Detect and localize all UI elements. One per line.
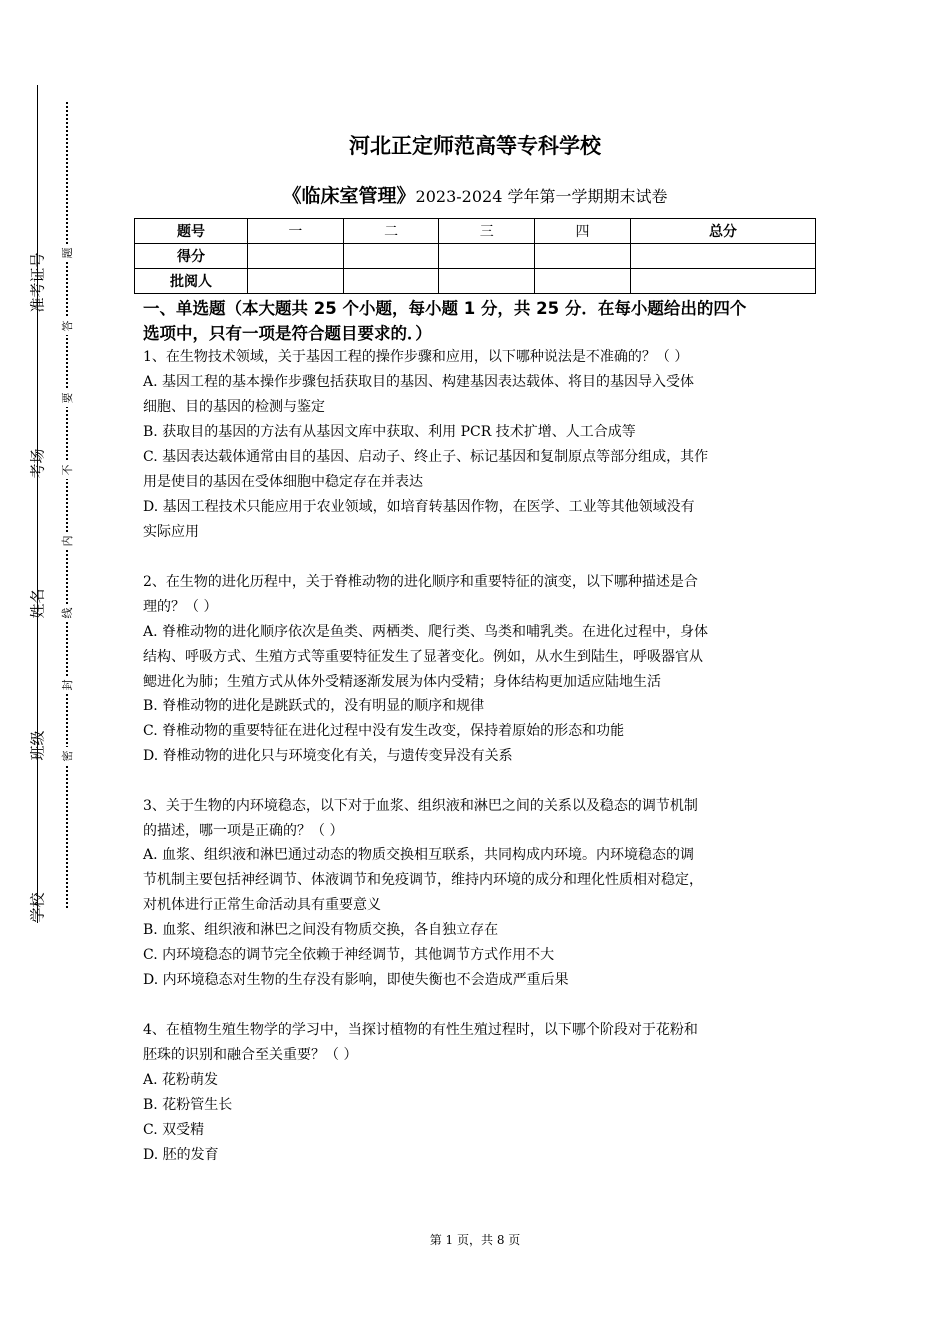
question-3-option-c: C. 内环境稳态的调节完全依赖于神经调节，其他调节方式作用不大: [143, 947, 555, 963]
score-table: [134, 218, 816, 294]
question-2-option-a: [143, 620, 813, 695]
row-label: 批阅人: [135, 269, 248, 294]
question-1-stem: 1、在生物技术领域，关于基因工程的操作步骤和应用，以下哪种说法是不准确的？（ ）: [143, 349, 689, 365]
option-line: A. 脊椎动物的进化顺序依次是鱼类、两栖类、爬行类、鸟类和哺乳类。在进化过程中，身体: [143, 624, 709, 640]
stem-line: 2、在生物的进化历程中，关于脊椎动物的进化顺序和重要特征的演变，以下哪种描述是合: [143, 574, 698, 590]
score-cell: [439, 244, 535, 269]
reviewer-cell: [343, 269, 439, 294]
table-header-cell: 一: [248, 219, 344, 244]
question-3-option-d: D. 内环境稳态对生物的生存没有影响，即使失衡也不会造成严重后果: [143, 972, 569, 988]
seal-word: 答: [59, 317, 75, 335]
field-exam-number-label: 准考证号: [28, 252, 47, 313]
question-3-option-a: [143, 843, 813, 918]
table-header-cell: 四: [535, 219, 631, 244]
reviewer-row: [135, 269, 816, 294]
reviewer-cell: [535, 269, 631, 294]
score-row: [135, 244, 816, 269]
score-cell: [343, 244, 439, 269]
stem-line: 理的？（ ）: [143, 599, 218, 615]
page-footer: 第 1 页，共 8 页: [429, 1233, 521, 1247]
question-2-stem: [143, 570, 813, 620]
reviewer-cell: [439, 269, 535, 294]
table-header-cell: 题号: [135, 219, 248, 244]
option-line: 对机体进行正常生命活动具有重要意义: [143, 897, 381, 913]
seal-dotted-line: [66, 102, 68, 908]
question-1-option-d: [143, 495, 813, 545]
option-line: 节机制主要包括神经调节、体液调节和免疫调节，维持内环境的成分和理化性质相对稳定，: [143, 872, 703, 888]
seal-word: 内: [59, 532, 75, 550]
question-2-option-b: B. 脊椎动物的进化是跳跃式的，没有明显的顺序和规律: [143, 698, 485, 714]
option-line: 细胞、目的基因的检测与鉴定: [143, 399, 325, 415]
question-2-option-c: C. 脊椎动物的重要特征在进化过程中没有发生改变，保持着原始的形态和功能: [143, 723, 625, 739]
stem-line: 的描述，哪一项是正确的？（ ）: [143, 823, 344, 839]
option-line: A. 血浆、组织液和淋巴通过动态的物质交换相互联系，共同构成内环境。内环境稳态的调: [143, 847, 695, 863]
option-line: D. 基因工程技术只能应用于农业领域，如培育转基因作物，在医学、工业等其他领域没有: [143, 499, 695, 515]
seal-word: 不: [59, 461, 75, 479]
course-name: 《临床室管理》: [282, 185, 416, 207]
field-class-label: 班级: [28, 730, 47, 761]
question-3-option-b: B. 血浆、组织液和淋巴之间没有物质交换，各自独立存在: [143, 922, 499, 938]
question-2-option-d: D. 脊椎动物的进化只与环境变化有关，与遗传变异没有关系: [143, 748, 513, 764]
section-title: [143, 296, 815, 346]
seal-word: 要: [59, 389, 75, 407]
stem-line: 4、在植物生殖生物学的学习中，当探讨植物的有性生殖过程时，以下哪个阶段对于花粉和: [143, 1022, 698, 1038]
field-name-label: 姓名: [28, 588, 47, 619]
question-4-stem: [143, 1018, 813, 1068]
question-3-stem: [143, 794, 813, 844]
binding-line: [37, 85, 38, 923]
seal-word: 密: [59, 747, 75, 765]
section-title-line: 一、单选题（本大题共 25 个小题，每小题 1 分，共 25 分．在每小题给出的四个: [143, 299, 747, 318]
option-line: 结构、呼吸方式、生殖方式等重要特征发生了显著变化。例如，从水生到陆生，呼吸器官从: [143, 649, 703, 665]
stem-line: 胚珠的识别和融合至关重要？（ ）: [143, 1047, 358, 1063]
exam-term: 2023-2024 学年第一学期期末试卷: [415, 187, 668, 206]
row-label: 得分: [135, 244, 248, 269]
option-line: 实际应用: [143, 524, 199, 540]
question-4-option-d: D. 胚的发育: [143, 1147, 219, 1163]
score-cell: [248, 244, 344, 269]
school-title: 河北正定师范高等专科学校: [349, 134, 601, 158]
score-cell: [535, 244, 631, 269]
score-table-header-row: [135, 219, 816, 244]
score-cell: [630, 244, 815, 269]
seal-word: 封: [59, 676, 75, 694]
section-title-line: 选项中，只有一项是符合题目要求的．）: [143, 324, 432, 343]
table-header-cell: 三: [439, 219, 535, 244]
table-header-cell: 二: [343, 219, 439, 244]
question-4-option-c: C. 双受精: [143, 1122, 205, 1138]
table-header-cell: 总分: [630, 219, 815, 244]
seal-word: 题: [59, 244, 75, 262]
question-1-option-a: [143, 370, 813, 420]
reviewer-cell: [630, 269, 815, 294]
option-line: C. 基因表达载体通常由目的基因、启动子、终止子、标记基因和复制原点等部分组成，其作: [143, 449, 709, 465]
option-line: 鳃进化为肺；生殖方式从体外受精逐渐发展为体内受精；身体结构更加适应陆地生活: [143, 674, 661, 690]
field-school-label: 学校: [28, 892, 47, 923]
seal-word: 线: [59, 604, 75, 622]
field-exam-room-label: 考场: [28, 448, 47, 479]
option-line: 用是使目的基因在受体细胞中稳定存在并表达: [143, 474, 423, 490]
question-1-option-b: B. 获取目的基因的方法有从基因文库中获取、利用 PCR 技术扩增、人工合成等: [143, 424, 636, 440]
exam-title: [0, 181, 950, 208]
option-line: A. 基因工程的基本操作步骤包括获取目的基因、构建基因表达载体、将目的基因导入受体: [143, 374, 695, 390]
question-1-option-c: [143, 445, 813, 495]
question-4-option-a: A. 花粉萌发: [143, 1072, 219, 1088]
question-4-option-b: B. 花粉管生长: [143, 1097, 233, 1113]
stem-line: 3、关于生物的内环境稳态，以下对于血浆、组织液和淋巴之间的关系以及稳态的调节机制: [143, 798, 698, 814]
reviewer-cell: [248, 269, 344, 294]
